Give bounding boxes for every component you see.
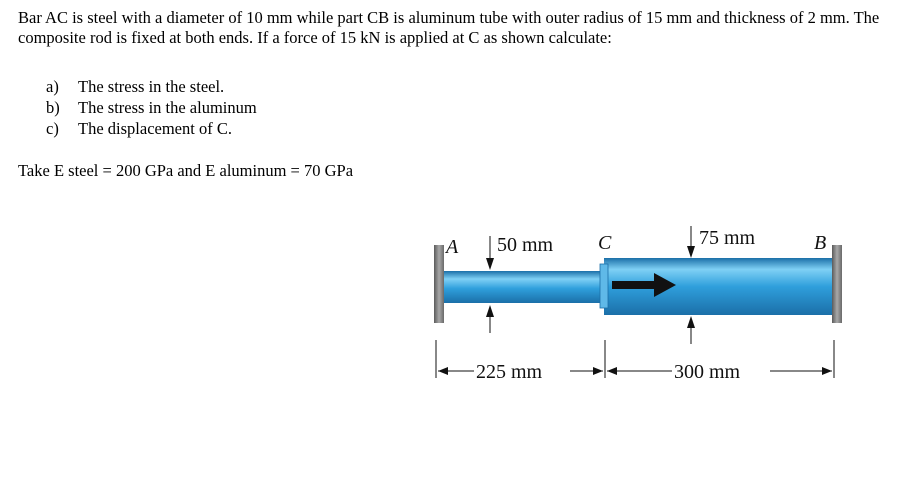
problem-statement: Bar AC is steel with a diameter of 10 mm while part CB is aluminum tube with outer radius of 15 mm and thickness of 2 mm. The composite rod is fixed at both ends. If a force of 15 kN is applied at C as shown calculate: (18, 8, 880, 47)
left-diameter-label: 50 mm (497, 234, 554, 256)
given-moduli: Take E steel = 200 GPa and E aluminum = 70 GPa (18, 161, 354, 180)
part-label: a) (46, 77, 59, 96)
part-label: c) (46, 119, 59, 138)
point-b-label: B (814, 232, 827, 254)
steel-rod-ac (444, 271, 606, 303)
part-label: b) (46, 98, 60, 117)
length-dimension (436, 340, 834, 383)
part-text: The stress in the aluminum (78, 98, 257, 117)
part-text: The displacement of C. (78, 119, 232, 138)
right-wall (832, 245, 842, 323)
part-text: The stress in the steel. (78, 77, 225, 96)
length-left-label: 225 mm (476, 361, 543, 383)
point-c-label: C (598, 232, 612, 254)
left-wall (434, 245, 444, 323)
length-right-label: 300 mm (674, 361, 741, 383)
right-diameter-label: 75 mm (699, 227, 756, 249)
joint-collar (600, 264, 608, 308)
point-a-label: A (446, 236, 459, 258)
